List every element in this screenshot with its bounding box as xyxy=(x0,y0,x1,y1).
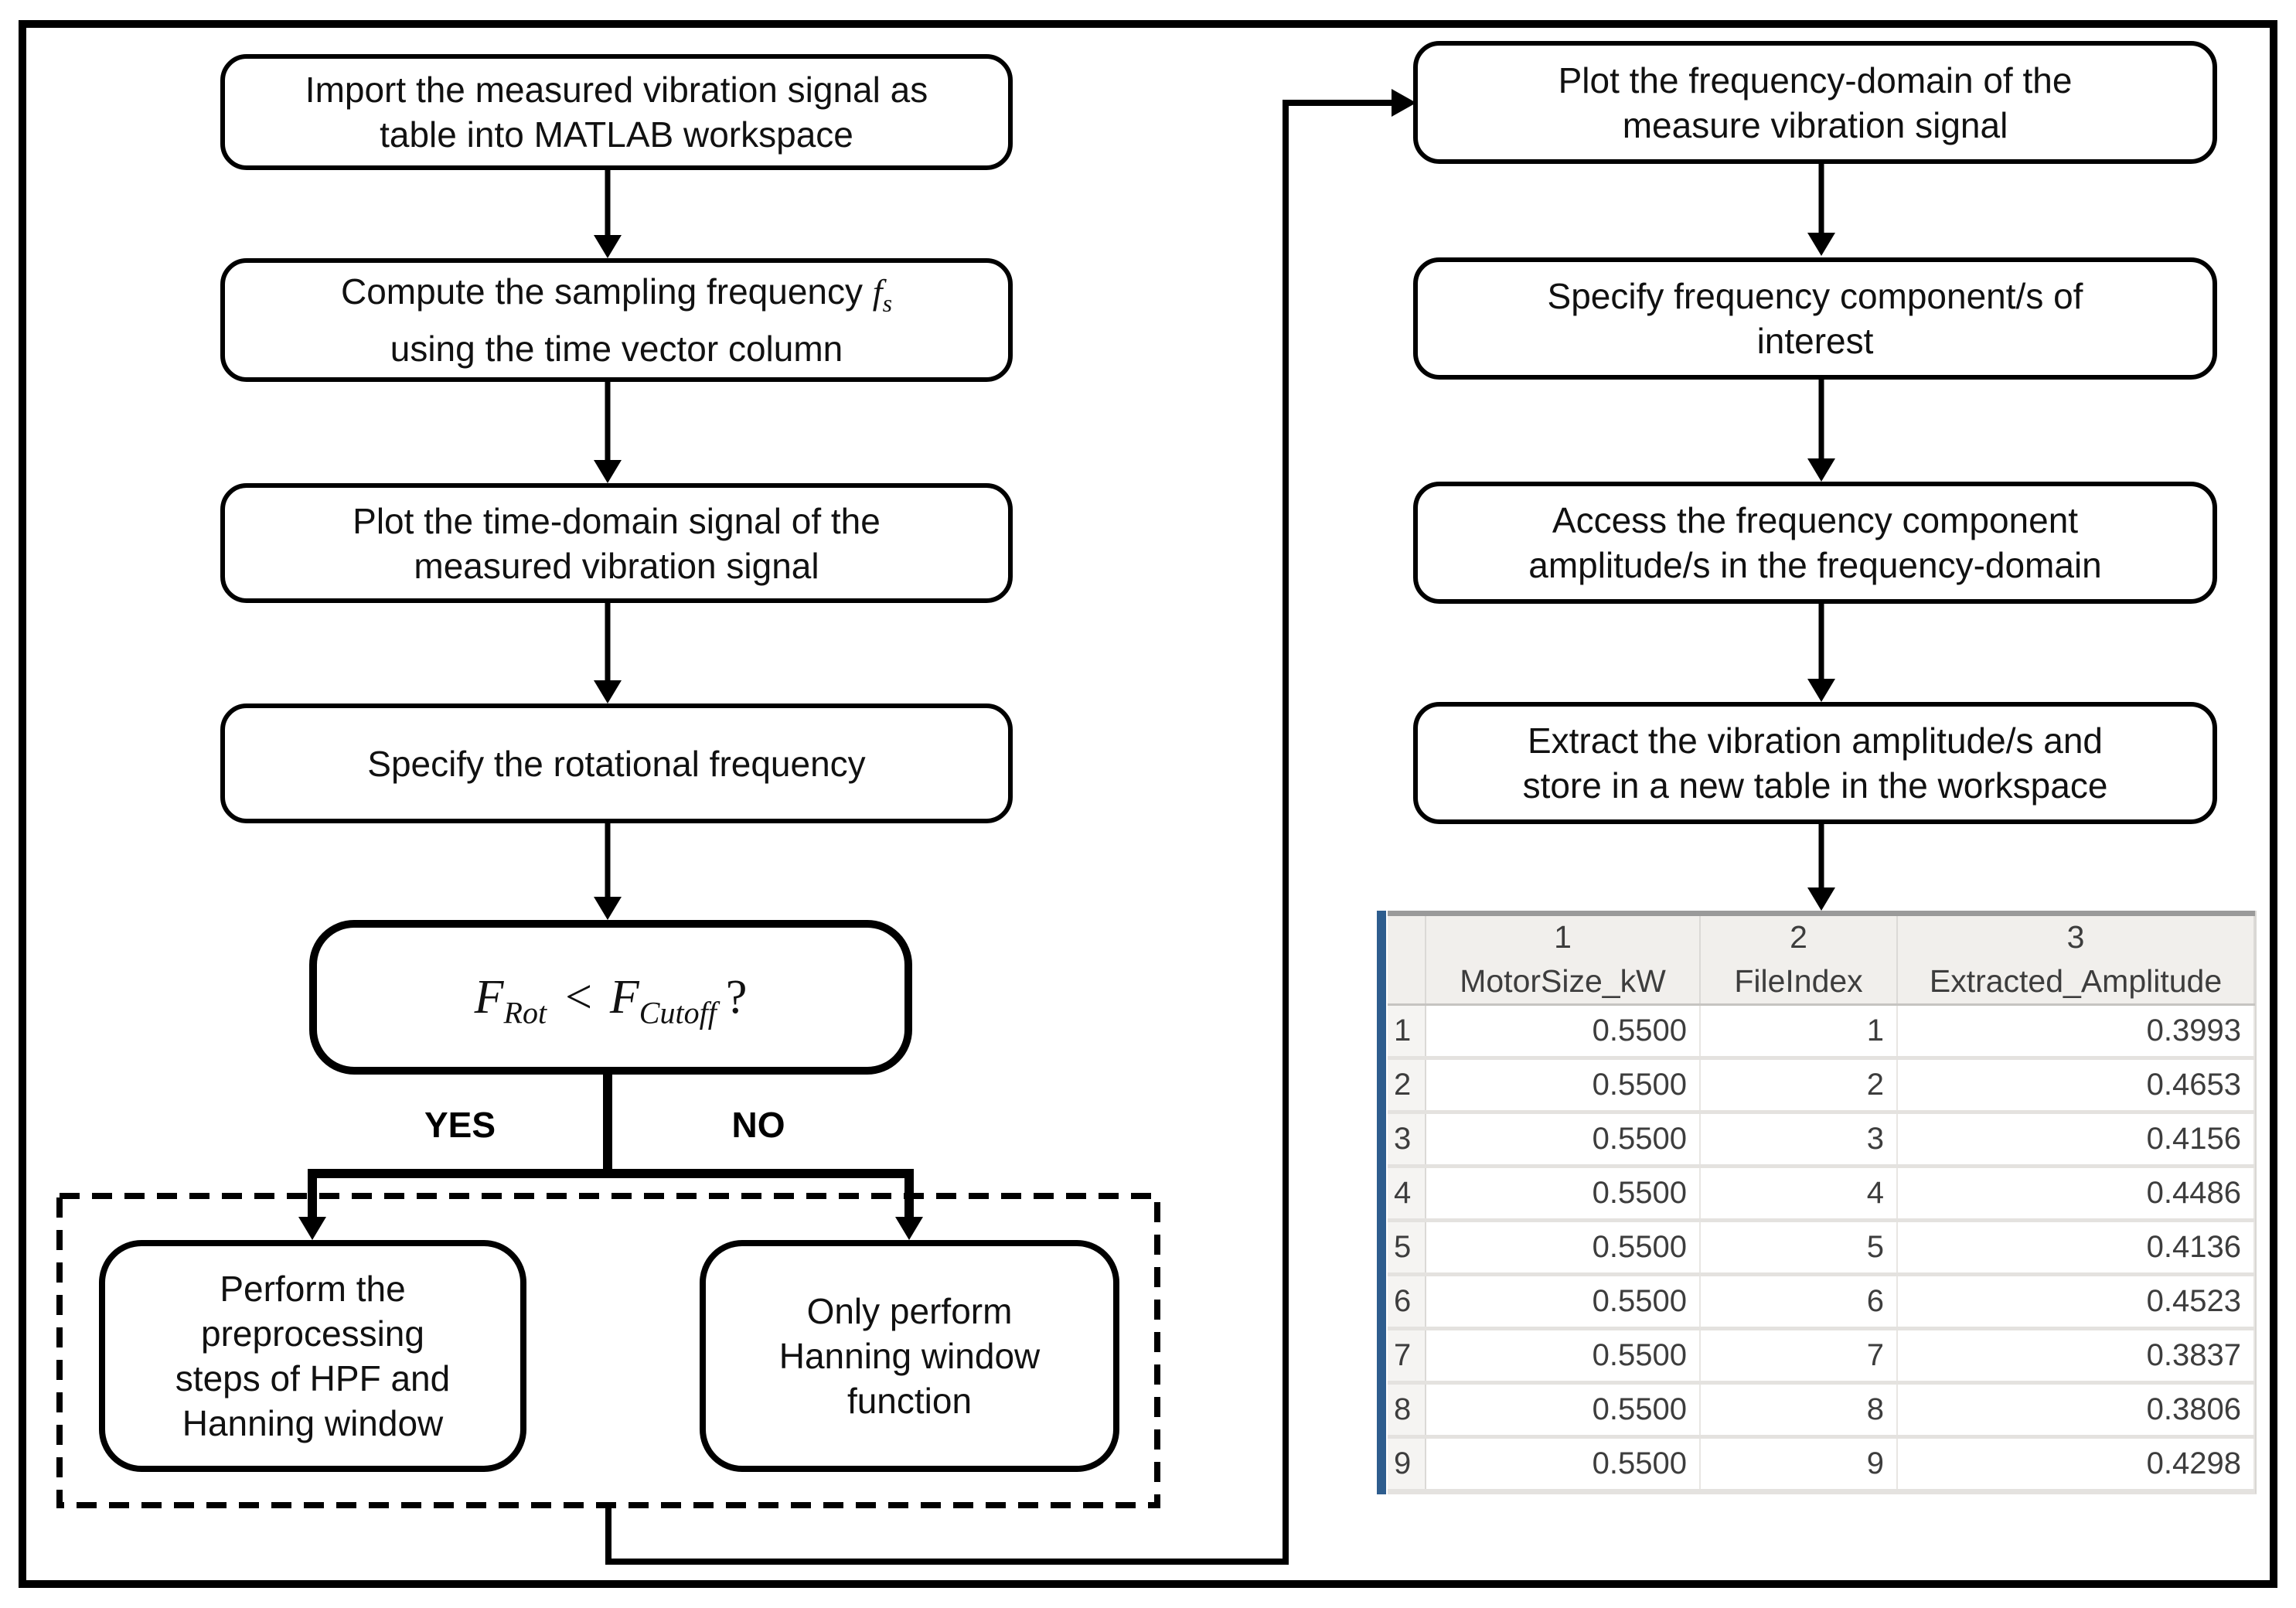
table-selection-bar xyxy=(1377,911,1386,1494)
table-row xyxy=(1388,1114,2255,1168)
node-preprocess-hpf-hanning xyxy=(99,1240,526,1472)
text-line: Plot the time-domain signal of the xyxy=(353,500,881,541)
row-number[interactable]: 8 xyxy=(1388,1385,1426,1435)
table-row xyxy=(1388,1168,2255,1222)
arrowhead-plot-time-to-specify-rot xyxy=(594,680,622,704)
cell-motor-size[interactable]: 0.5500 xyxy=(1426,1276,1701,1327)
node-compute-sampling-frequency xyxy=(220,258,1013,382)
text-line: interest xyxy=(1756,321,1874,361)
arrowhead-specify-freq-to-access xyxy=(1807,458,1835,482)
yes-branch-label: YES xyxy=(424,1105,496,1145)
math-f-subscript: s xyxy=(882,289,893,318)
arrowhead-specify-rot-to-decision xyxy=(594,897,622,920)
table-column-number: 2 xyxy=(1701,916,1898,959)
table-top-strip xyxy=(1388,911,2255,916)
table-body xyxy=(1388,911,2257,1494)
text-line: Only perform xyxy=(806,1291,1013,1331)
arrowhead-plot-freq-to-specify-freq xyxy=(1807,233,1835,256)
cell-extracted-amplitude[interactable]: 0.4486 xyxy=(1898,1168,2255,1218)
cell-motor-size[interactable]: 0.5500 xyxy=(1426,1222,1701,1272)
row-number[interactable]: 9 xyxy=(1388,1439,1426,1489)
row-number[interactable]: 2 xyxy=(1388,1060,1426,1110)
text-line: Hanning window xyxy=(182,1403,444,1443)
cell-file-index[interactable]: 5 xyxy=(1701,1222,1898,1272)
text-line: Plot the frequency-domain of the xyxy=(1558,60,2073,100)
cell-file-index[interactable]: 9 xyxy=(1701,1439,1898,1489)
cell-extracted-amplitude[interactable]: 0.3993 xyxy=(1898,1006,2255,1056)
math-F-rot: F xyxy=(474,971,504,1024)
cell-file-index[interactable]: 4 xyxy=(1701,1168,1898,1218)
arrowhead-extract-to-table xyxy=(1807,887,1835,911)
cell-extracted-amplitude[interactable]: 0.4653 xyxy=(1898,1060,2255,1110)
table-corner-cell xyxy=(1388,916,1426,959)
cell-extracted-amplitude[interactable]: 0.3837 xyxy=(1898,1330,2255,1381)
table-corner-cell xyxy=(1388,959,1426,1003)
node-access-amplitudes xyxy=(1413,482,2217,604)
cell-motor-size[interactable]: 0.5500 xyxy=(1426,1006,1701,1056)
cell-extracted-amplitude[interactable]: 0.3806 xyxy=(1898,1385,2255,1435)
cell-file-index[interactable]: 1 xyxy=(1701,1006,1898,1056)
arrowhead-compute-to-plot-time xyxy=(594,460,622,483)
text-line: preprocessing xyxy=(201,1313,424,1354)
text-line: Import the measured vibration signal as xyxy=(305,70,928,110)
row-number[interactable]: 5 xyxy=(1388,1222,1426,1272)
less-than-operator: < xyxy=(562,971,594,1024)
node-specify-frequency-components xyxy=(1413,257,2217,380)
math-F-cutoff: F xyxy=(609,971,639,1024)
node-specify-rotational-frequency xyxy=(220,704,1013,823)
cell-extracted-amplitude[interactable]: 0.4136 xyxy=(1898,1222,2255,1272)
node-import-signal xyxy=(220,54,1013,170)
no-branch-label: NO xyxy=(731,1105,785,1145)
node-extract-amplitudes xyxy=(1413,702,2217,824)
text-line: Hanning window xyxy=(778,1336,1041,1376)
text-line: table into MATLAB workspace xyxy=(380,114,853,155)
cell-motor-size[interactable]: 0.5500 xyxy=(1426,1330,1701,1381)
table-column-header[interactable]: Extracted_Amplitude xyxy=(1898,959,2255,1003)
matlab-workspace-table xyxy=(1377,911,2257,1494)
text-line: steps of HPF and xyxy=(175,1358,451,1398)
table-column-number-row xyxy=(1388,916,2255,959)
node-plot-time-domain xyxy=(220,483,1013,603)
table-row xyxy=(1388,1439,2255,1493)
cell-extracted-amplitude[interactable]: 0.4298 xyxy=(1898,1439,2255,1489)
table-row xyxy=(1388,1006,2255,1060)
row-number[interactable]: 6 xyxy=(1388,1276,1426,1327)
text-line: Access the frequency component xyxy=(1552,500,2079,540)
text-line: store in a new table in the workspace xyxy=(1522,765,2108,806)
cell-motor-size[interactable]: 0.5500 xyxy=(1426,1168,1701,1218)
decision-node-frot-fcutoff xyxy=(309,920,912,1075)
table-row xyxy=(1388,1276,2255,1330)
table-row xyxy=(1388,1330,2255,1385)
node-plot-frequency-domain xyxy=(1413,41,2217,164)
table-column-name-row xyxy=(1388,959,2255,1006)
arrowhead-yes-branch xyxy=(298,1217,326,1240)
table-row xyxy=(1388,1222,2255,1276)
decision-expression xyxy=(474,971,748,1031)
math-f-symbol: f xyxy=(872,272,883,312)
cell-extracted-amplitude[interactable]: 0.4156 xyxy=(1898,1114,2255,1164)
text-line: amplitude/s in the frequency-domain xyxy=(1528,545,2102,585)
row-number[interactable]: 7 xyxy=(1388,1330,1426,1381)
node-hanning-window-only xyxy=(700,1240,1119,1472)
text-span: Compute the sampling frequency xyxy=(340,271,873,312)
text-line: measure vibration signal xyxy=(1622,104,2008,145)
table-row xyxy=(1388,1385,2255,1439)
text-line: measured vibration signal xyxy=(414,545,819,586)
cell-file-index[interactable]: 8 xyxy=(1701,1385,1898,1435)
table-column-header[interactable]: FileIndex xyxy=(1701,959,1898,1003)
math-cutoff-subscript: Cutoff xyxy=(639,995,717,1031)
cell-motor-size[interactable]: 0.5500 xyxy=(1426,1385,1701,1435)
text-line xyxy=(341,269,892,325)
table-row xyxy=(1388,1060,2255,1114)
table-column-number: 3 xyxy=(1898,916,2255,959)
math-rot-subscript: Rot xyxy=(503,995,547,1031)
arrowhead-access-to-extract xyxy=(1807,679,1835,702)
table-column-number: 1 xyxy=(1426,916,1701,959)
cell-motor-size[interactable]: 0.5500 xyxy=(1426,1060,1701,1110)
cell-file-index[interactable]: 6 xyxy=(1701,1276,1898,1327)
arrowhead-import-to-compute xyxy=(594,235,622,258)
text-line: Specify frequency component/s of xyxy=(1547,276,2083,316)
table-column-header[interactable]: MotorSize_kW xyxy=(1426,959,1701,1003)
text-line: Specify the rotational frequency xyxy=(367,743,866,784)
row-number[interactable]: 1 xyxy=(1388,1006,1426,1056)
cell-motor-size[interactable]: 0.5500 xyxy=(1426,1439,1701,1489)
row-number[interactable]: 4 xyxy=(1388,1168,1426,1218)
text-line: Extract the vibration amplitude/s and xyxy=(1527,721,2104,761)
text-line: using the time vector column xyxy=(390,328,843,369)
question-mark: ? xyxy=(725,971,748,1024)
cell-file-index[interactable]: 2 xyxy=(1701,1060,1898,1110)
text-line: Perform the xyxy=(220,1269,406,1309)
text-line: function xyxy=(847,1381,973,1421)
cell-motor-size[interactable]: 0.5500 xyxy=(1426,1114,1701,1164)
arrowhead-no-branch xyxy=(895,1217,923,1240)
row-number[interactable]: 3 xyxy=(1388,1114,1426,1164)
cell-file-index[interactable]: 7 xyxy=(1701,1330,1898,1381)
cell-file-index[interactable]: 3 xyxy=(1701,1114,1898,1164)
cell-extracted-amplitude[interactable]: 0.4523 xyxy=(1898,1276,2255,1327)
